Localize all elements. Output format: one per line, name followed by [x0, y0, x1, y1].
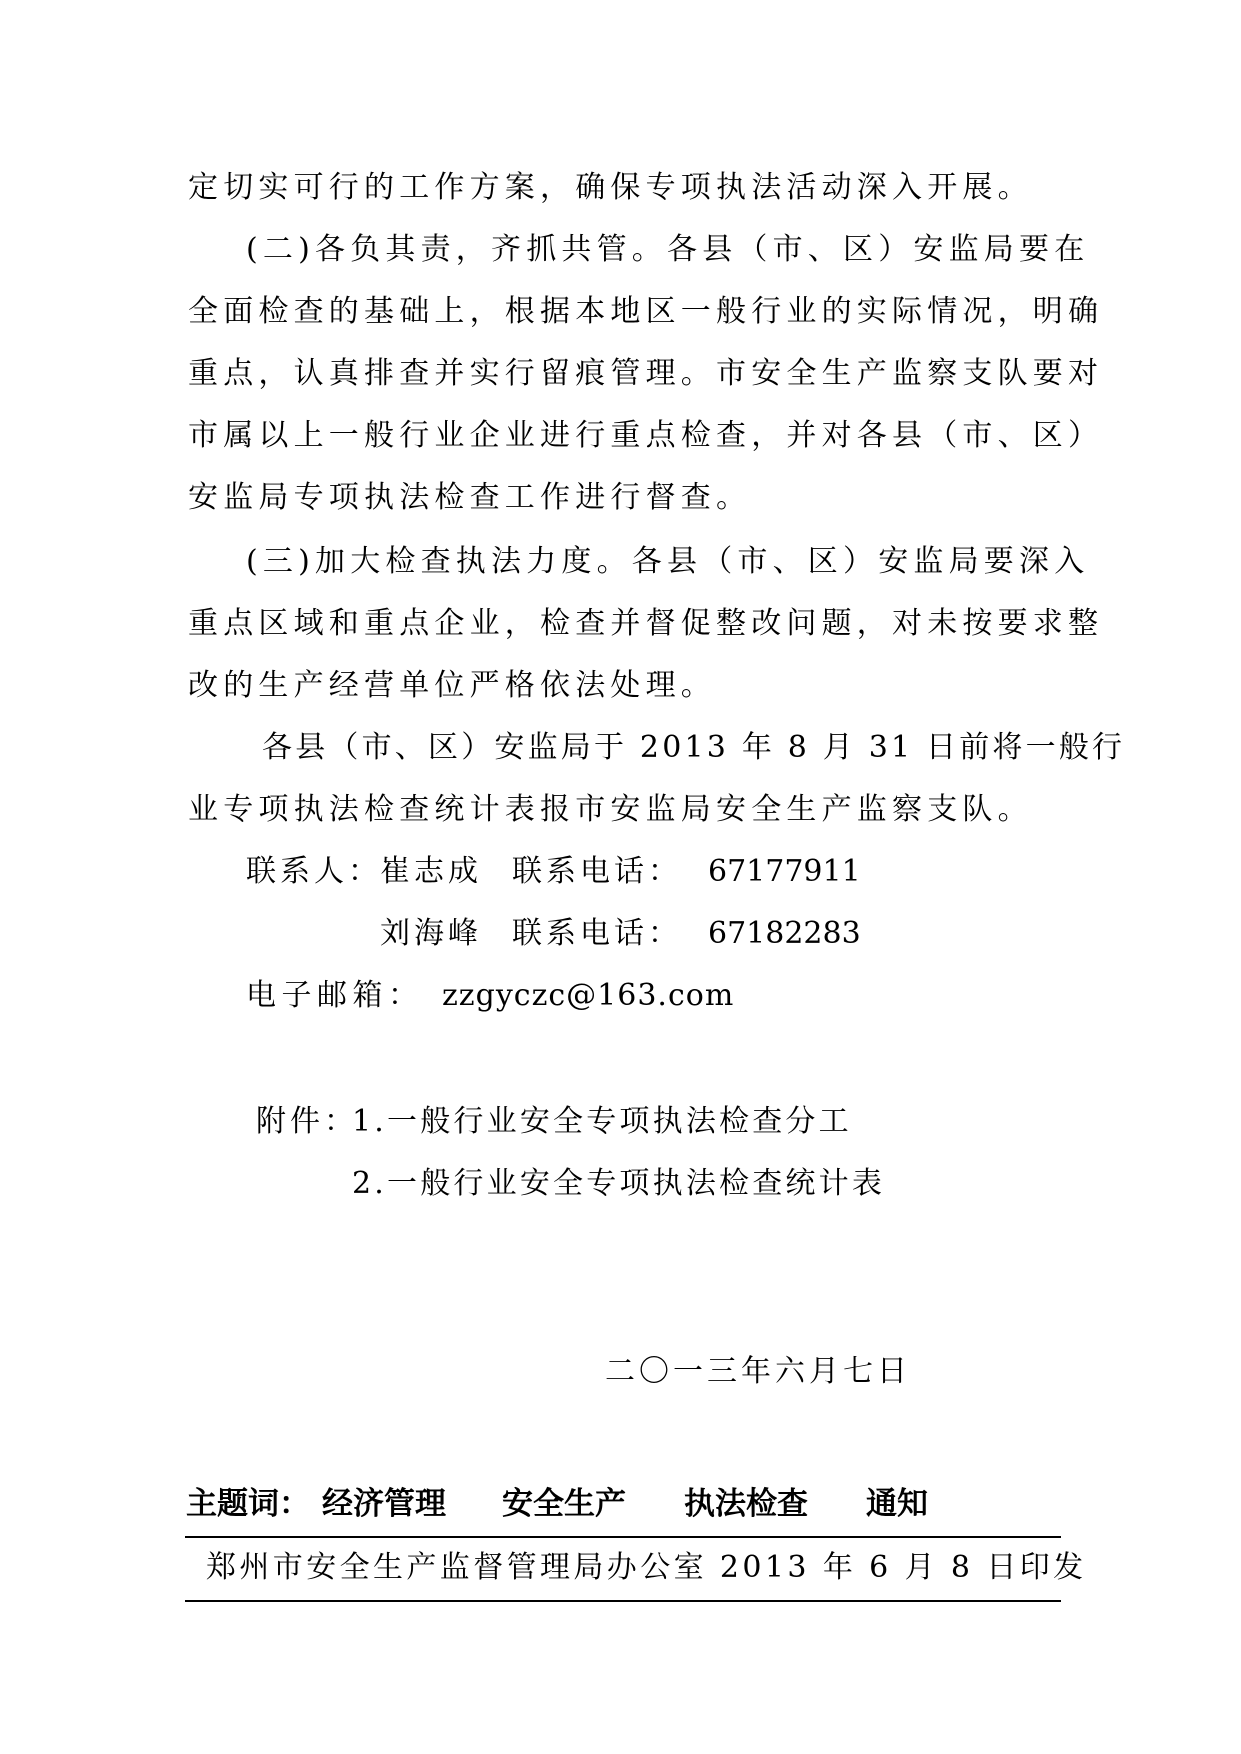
contact-person-2: 刘海峰 [380, 916, 482, 951]
section-2-line-4: 市属以上一般行业企业进行重点检查，并对各县（市、区） [188, 418, 1104, 453]
section-2-line-1: (二)各负其责，齐抓共管。各县（市、区）安监局要在 [246, 232, 1090, 267]
contact-label: 联系人： [246, 854, 382, 889]
keywords-label: 主题词： [186, 1486, 310, 1522]
contact-phone-label-2: 联系电话： [512, 916, 682, 951]
deadline-line-1: 各县（市、区）安监局于 2013 年 8 月 31 日前将一般行 [262, 730, 1126, 765]
section-3-line-2: 重点区域和重点企业，检查并督促整改问题，对未按要求整 [188, 606, 1104, 641]
footer-issued: 郑州市安全生产监督管理局办公室 2013 年 6 月 8 日印发 [206, 1550, 1087, 1585]
keyword-item: 执法检查 [684, 1486, 808, 1522]
section-3-line-1: (三)加大检查执法力度。各县（市、区）安监局要深入 [246, 544, 1090, 579]
section-2-line-2: 全面检查的基础上，根据本地区一般行业的实际情况，明确 [188, 294, 1104, 329]
footer-top-rule [185, 1536, 1061, 1538]
keyword-item: 安全生产 [502, 1486, 626, 1522]
deadline-line-2: 业专项执法检查统计表报市安监局安全生产监察支队。 [188, 792, 1033, 827]
paragraph-1-tail: 定切实可行的工作方案，确保专项执法活动深入开展。 [188, 170, 1033, 205]
attachments-label: 附件： [256, 1104, 358, 1139]
keyword-item: 通知 [866, 1486, 928, 1522]
document-date: 二〇一三年六月七日 [605, 1354, 911, 1389]
keyword-item: 经济管理 [322, 1486, 446, 1522]
contact-person-1: 崔志成 [380, 854, 482, 889]
section-2-line-5: 安监局专项执法检查工作进行督查。 [188, 480, 752, 515]
section-3-line-3: 改的生产经营单位严格依法处理。 [188, 668, 716, 703]
attachment-item-2: 2.一般行业安全专项执法检查统计表 [352, 1166, 886, 1201]
contact-phone-label-1: 联系电话： [512, 854, 682, 889]
contact-phone-1: 67177911 [708, 854, 861, 889]
contact-phone-2: 67182283 [708, 916, 861, 951]
footer-bottom-rule [185, 1600, 1061, 1602]
email-label: 电子邮箱： [246, 978, 424, 1013]
email-value: zzgyczc@163.com [442, 978, 735, 1013]
attachment-item-1: 1.一般行业安全专项执法检查分工 [352, 1104, 852, 1139]
section-2-line-3: 重点，认真排查并实行留痕管理。市安全生产监察支队要对 [188, 356, 1104, 391]
